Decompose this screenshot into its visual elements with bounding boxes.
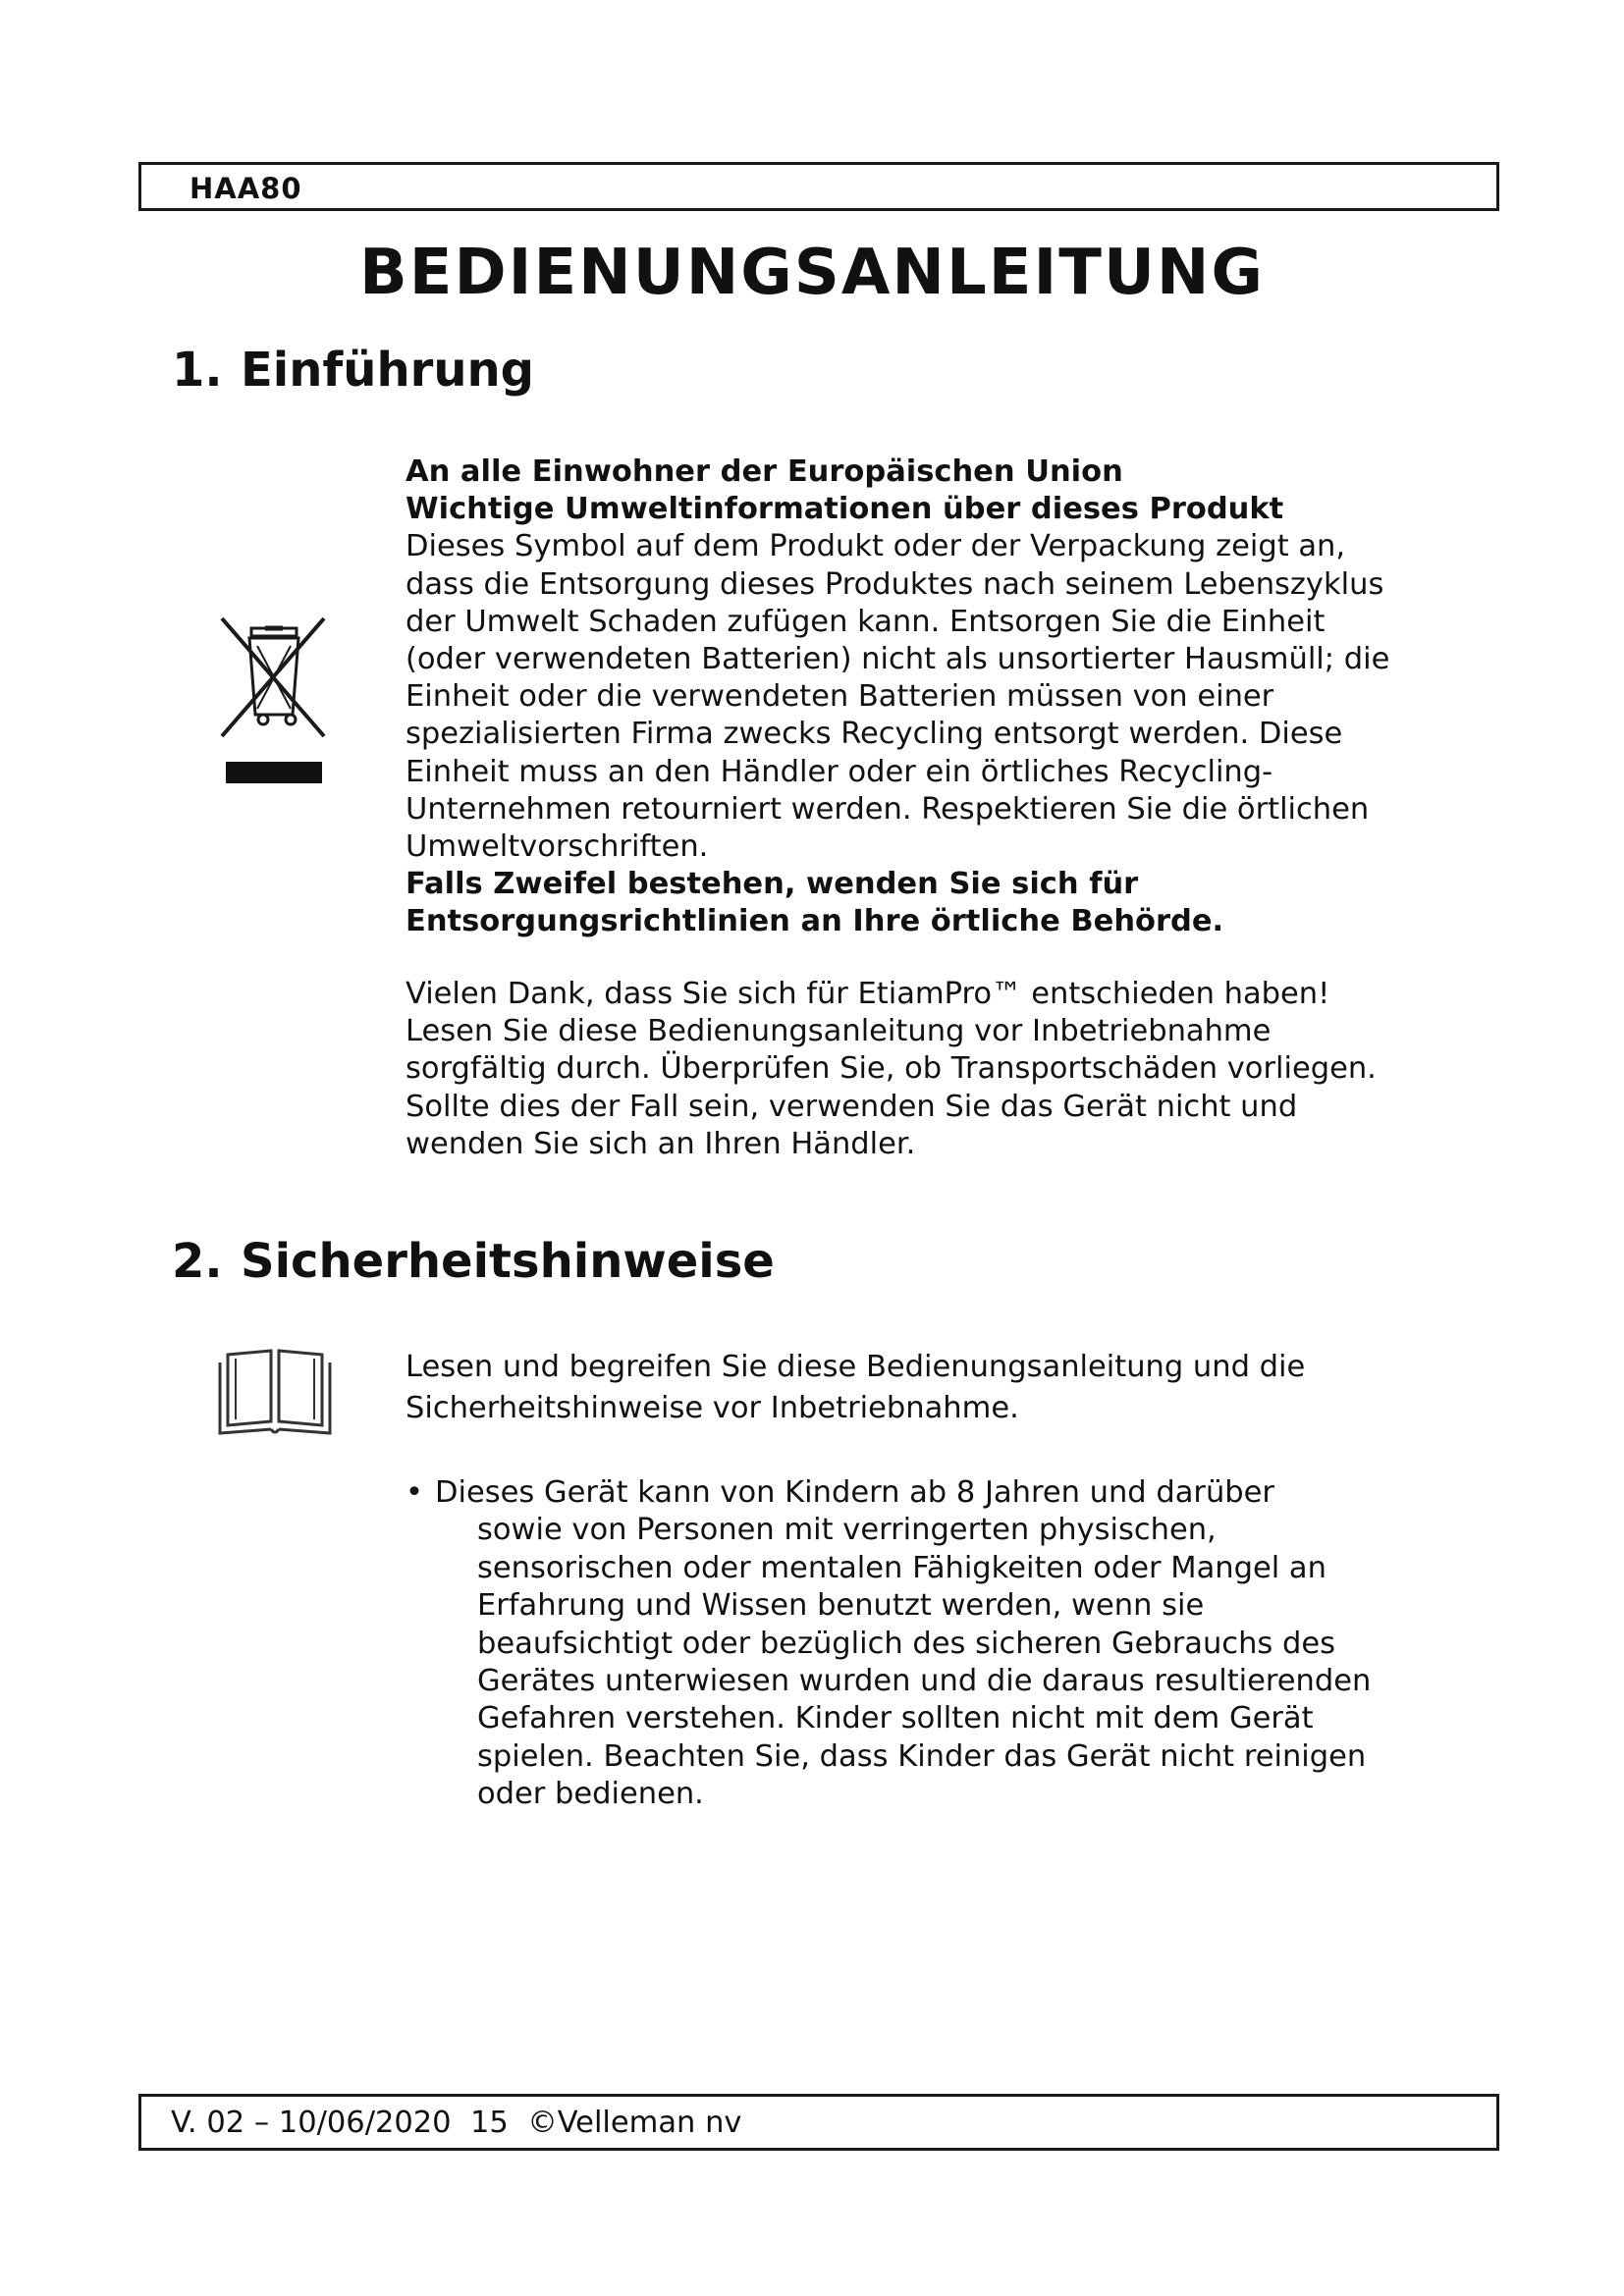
footer-date: 10/06/2020 [278,2106,452,2140]
safety-intro [406,1349,1466,1427]
model-number: HAA80 [189,172,302,205]
bullet-line: Erfahrung und Wissen benutzt werden, wenn sie [477,1588,1205,1624]
notice-subheading: Wichtige Umweltinformationen über dieses Produkt [406,492,1284,527]
footer-page-number: 15 [469,2106,509,2140]
bullet-line: Gerätes unterwiesen wurden und die daraus resultierenden [477,1664,1372,1699]
page-title: BEDIENUNGSANLEITUNG [359,237,1265,309]
safety-intro-line: Lesen und begreifen Sie diese Bedienungsanleitung und die [406,1350,1306,1384]
bullet-marker: • [406,1475,423,1510]
notice-line: Unternehmen retourniert werden. Respektieren Sie die örtlichen [406,791,1370,827]
thanks-line: Sollte dies der Fall sein, verwenden Sie das Gerät nicht und [406,1089,1298,1124]
section-heading-introduction [172,341,534,400]
section-number: 2. [172,1234,223,1289]
notice-line: (oder verwendeten Batterien) nicht als unsortierter Hausmüll; die [406,642,1390,677]
section-number: 1. [172,343,223,398]
notice-line: Einheit muss an den Händler oder ein örtliches Recycling- [406,754,1273,789]
section-title: Einführung [241,343,535,398]
notice-closing: Falls Zweifel bestehen, wenden Sie sich für [406,867,1139,902]
section-heading-safety [172,1232,775,1291]
footer-separator: – [253,2106,270,2140]
list-item [406,1474,1466,1814]
bullet-first-line: Dieses Gerät kann von Kindern ab 8 Jahren und darüber [435,1475,1274,1510]
notice-line: dass die Entsorgung dieses Produktes nach seinem Lebenszyklus [406,566,1384,602]
thanks-line: Lesen Sie diese Bedienungsanleitung vor Inbetriebnahme [406,1014,1272,1049]
weee-bin-icon [214,607,334,791]
thanks-line: sorgfältig durch. Überprüfen Sie, ob Transportschäden vorliegen. [406,1051,1377,1087]
bullet-line: beaufsichtigt oder bezüglich des sicheren Gebrauchs des [477,1626,1336,1661]
section-title: Sicherheitshinweise [241,1234,775,1289]
thanks-line: wenden Sie sich an Ihren Händler. [406,1126,916,1161]
notice-line: spezialisierten Firma zwecks Recycling entsorgt werden. Diese [406,717,1343,752]
eu-disposal-notice [406,454,1466,941]
thanks-paragraph [406,976,1466,1163]
open-book-icon [216,1345,334,1439]
bullet-line: sowie von Personen mit verringerten physischen, [477,1513,1217,1548]
footer-box [138,2094,1499,2151]
notice-line: Umweltvorschriften. [406,829,709,865]
bullet-line: Gefahren verstehen. Kinder sollten nicht mit dem Gerät [477,1701,1314,1736]
bullet-line: oder bedienen. [477,1777,704,1812]
footer-text [171,2105,741,2142]
notice-line: Einheit oder die verwendeten Batterien müssen von einer [406,679,1274,715]
footer-copyright: ©Velleman nv [527,2106,742,2140]
thanks-line: Vielen Dank, dass Sie sich für EtiamPro™ entschieden haben! [406,977,1330,1011]
bullet-line: spielen. Beachten Sie, dass Kinder das Gerät nicht reinigen [477,1738,1367,1774]
header-box [138,162,1499,211]
safety-bullet-list [406,1474,1466,1814]
notice-heading: An alle Einwohner der Europäischen Union [406,454,1123,489]
notice-closing: Entsorgungsrichtlinien an Ihre örtliche Behörde. [406,904,1224,939]
footer-version: V. 02 [171,2106,245,2140]
notice-line: Dieses Symbol auf dem Produkt oder der Verpackung zeigt an, [406,529,1346,564]
notice-line: der Umwelt Schaden zufügen kann. Entsorgen Sie die Einheit [406,604,1326,639]
bullet-line: sensorischen oder mentalen Fähigkeiten oder Mangel an [477,1550,1326,1585]
safety-intro-line: Sicherheitshinweise vor Inbetriebnahme. [406,1391,1019,1426]
